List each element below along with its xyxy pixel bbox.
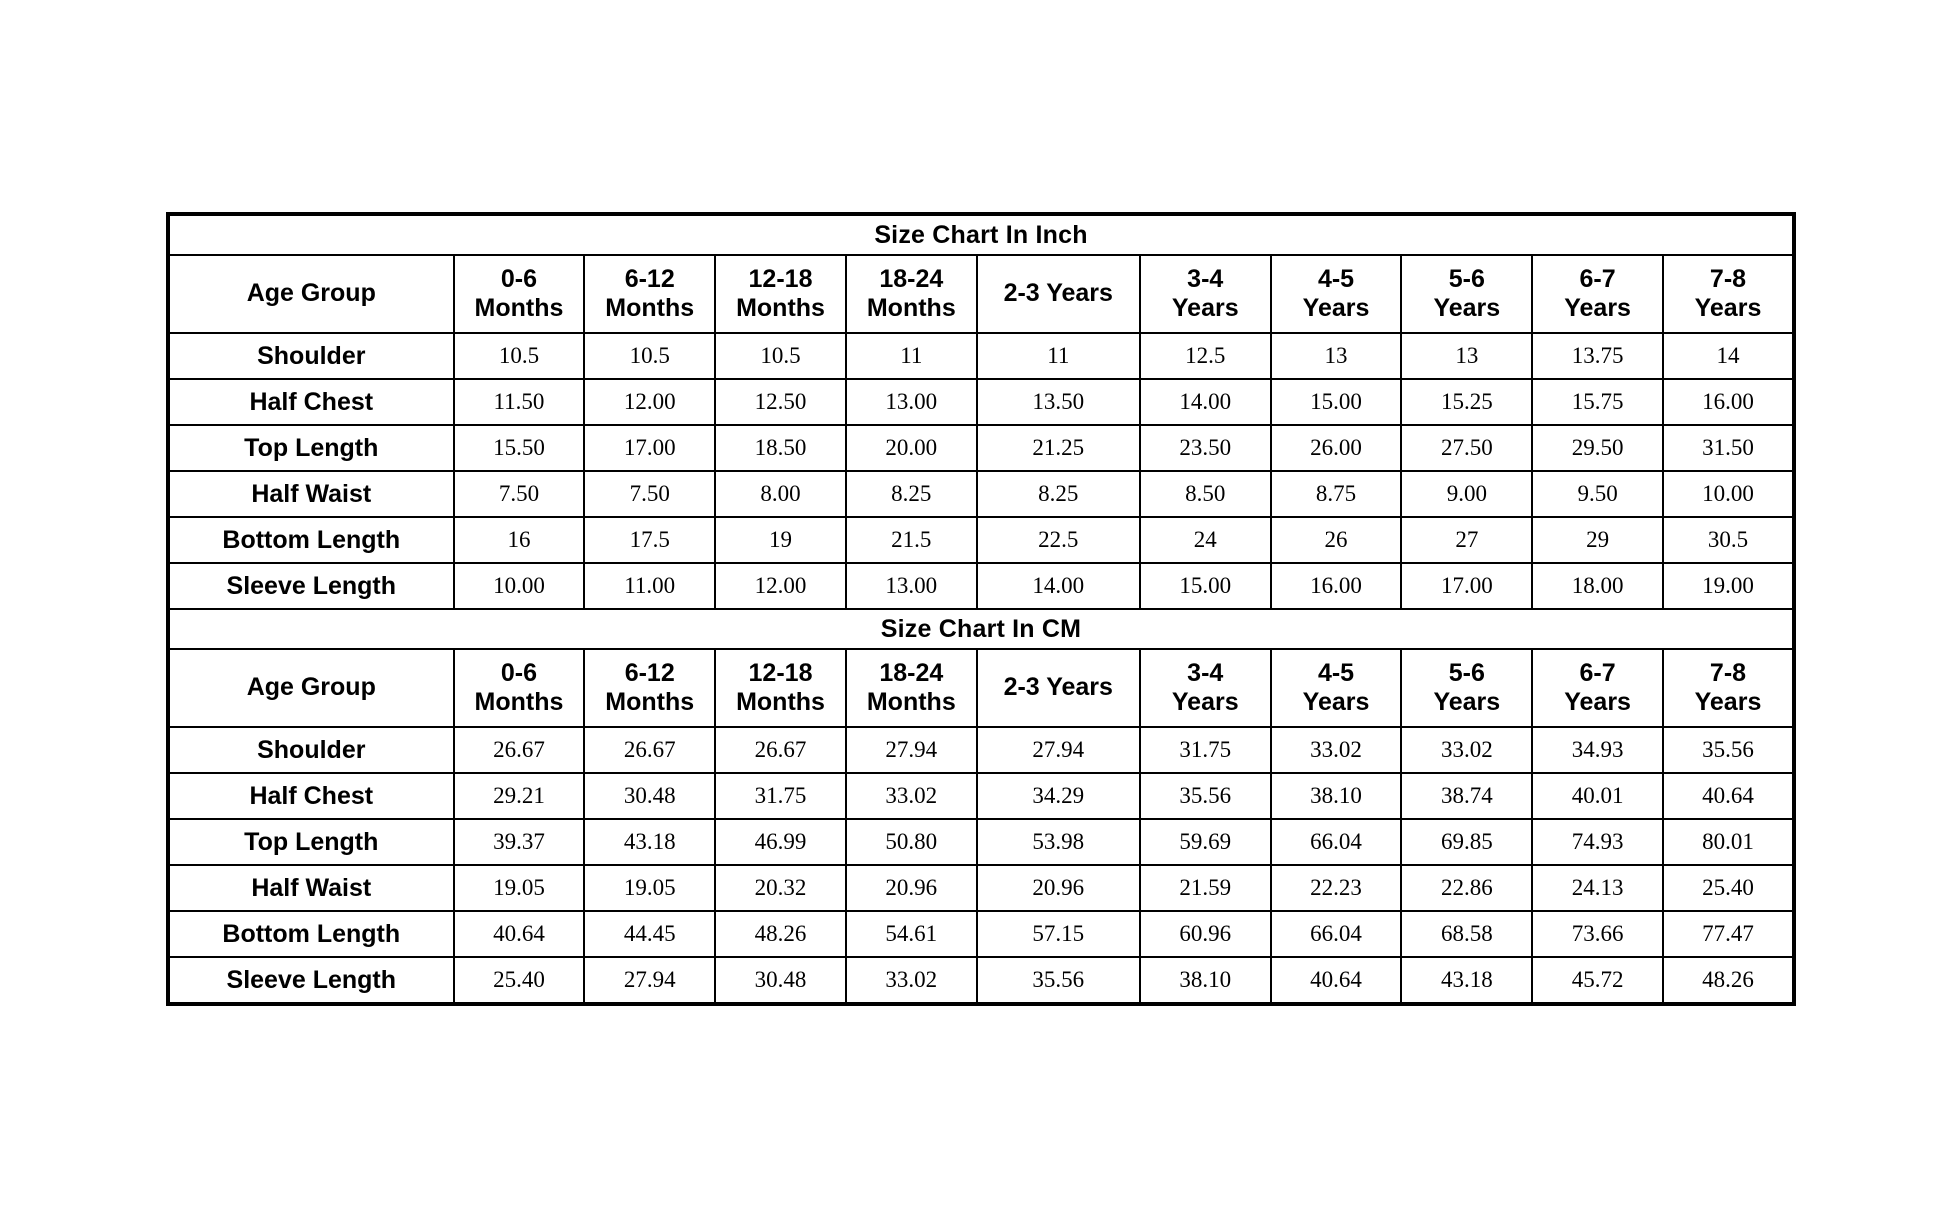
- table-cell-value: 9.00: [1401, 471, 1532, 517]
- column-header-size: [454, 255, 585, 333]
- table-cell-value: 24.13: [1532, 865, 1663, 911]
- table-cell-value: 40.64: [1271, 957, 1402, 1004]
- column-header-line: 6-7: [1579, 264, 1616, 293]
- column-header-line: 3-4: [1187, 264, 1224, 293]
- table-cell-value: 40.64: [1663, 773, 1794, 819]
- row-header-measurement: Half Waist: [168, 865, 454, 911]
- table-cell-value: 26.00: [1271, 425, 1402, 471]
- table-cell-value: 12.50: [715, 379, 846, 425]
- column-header-line: 12-18: [748, 264, 813, 293]
- table-cell-value: 22.23: [1271, 865, 1402, 911]
- table-cell-value: 16.00: [1271, 563, 1402, 609]
- table-cell-value: 27.94: [846, 727, 977, 773]
- table-row: [168, 957, 1794, 1004]
- table-row: [168, 727, 1794, 773]
- table-cell-value: 43.18: [584, 819, 715, 865]
- table-cell-value: 34.29: [977, 773, 1140, 819]
- table-cell-value: 66.04: [1271, 819, 1402, 865]
- table-cell-value: 11.50: [454, 379, 585, 425]
- table-cell-value: 26.67: [715, 727, 846, 773]
- table-cell-value: 20.32: [715, 865, 846, 911]
- column-header-size: [715, 255, 846, 333]
- table-cell-value: 48.26: [715, 911, 846, 957]
- table-cell-value: 77.47: [1663, 911, 1794, 957]
- table-cell-value: 20.00: [846, 425, 977, 471]
- table-cell-value: 10.5: [715, 333, 846, 379]
- column-header-line: Months: [736, 294, 825, 322]
- table-cell-value: 11: [977, 333, 1140, 379]
- table-cell-value: 15.75: [1532, 379, 1663, 425]
- table-cell-value: 69.85: [1401, 819, 1532, 865]
- row-header-measurement: Shoulder: [168, 333, 454, 379]
- column-header-line: Months: [474, 688, 564, 716]
- table-cell-value: 19.00: [1663, 563, 1794, 609]
- table-title-row: [168, 214, 1794, 255]
- column-header-size: [1663, 649, 1794, 727]
- table-row: [168, 425, 1794, 471]
- column-header-line: Months: [866, 294, 956, 322]
- table-cell-value: 40.01: [1532, 773, 1663, 819]
- size-chart-container: [166, 212, 1796, 1006]
- table-cell-value: 53.98: [977, 819, 1140, 865]
- table-cell-value: 11: [846, 333, 977, 379]
- row-header-measurement: Half Chest: [168, 773, 454, 819]
- column-header-line: Months: [605, 294, 695, 322]
- row-header-measurement: Top Length: [168, 819, 454, 865]
- table-cell-value: 11.00: [584, 563, 715, 609]
- column-header-line: Years: [1564, 688, 1631, 716]
- table-cell-value: 30.48: [715, 957, 846, 1004]
- table-cell-value: 24: [1140, 517, 1271, 563]
- table-cell-value: 13.00: [846, 563, 977, 609]
- column-header-line: Years: [1694, 294, 1762, 322]
- table-cell-value: 34.93: [1532, 727, 1663, 773]
- table-row: [168, 471, 1794, 517]
- column-header-line: Years: [1302, 688, 1370, 716]
- table-cell-value: 19.05: [584, 865, 715, 911]
- table-cell-value: 33.02: [846, 957, 977, 1004]
- column-header-size: [1401, 255, 1532, 333]
- column-header-size: [1271, 649, 1402, 727]
- table-cell-value: 35.56: [977, 957, 1140, 1004]
- column-header-line: 0-6: [500, 264, 538, 293]
- table-row: [168, 563, 1794, 609]
- row-header-measurement: Half Chest: [168, 379, 454, 425]
- column-header-size: [454, 649, 585, 727]
- column-header-line: 6-12: [624, 658, 675, 687]
- table-cell-value: 13.75: [1532, 333, 1663, 379]
- column-header-size: [977, 649, 1140, 727]
- table-cell-value: 38.10: [1140, 957, 1271, 1004]
- table-cell-value: 13.00: [846, 379, 977, 425]
- row-header-measurement: Bottom Length: [168, 911, 454, 957]
- table-cell-value: 29.21: [454, 773, 585, 819]
- column-header-line: 12-18: [748, 658, 813, 687]
- table-cell-value: 26: [1271, 517, 1402, 563]
- column-header-size: [977, 255, 1140, 333]
- table-cell-value: 68.58: [1401, 911, 1532, 957]
- table-cell-value: 57.15: [977, 911, 1140, 957]
- column-header-line: Months: [866, 688, 956, 716]
- column-header-line: 6-12: [624, 264, 675, 293]
- column-header-line: Years: [1564, 294, 1631, 322]
- column-header-line: 6-7: [1579, 658, 1616, 687]
- table-cell-value: 9.50: [1532, 471, 1663, 517]
- table-cell-value: 8.75: [1271, 471, 1402, 517]
- table-cell-value: 8.00: [715, 471, 846, 517]
- table-cell-value: 29.50: [1532, 425, 1663, 471]
- column-header-line: 0-6: [500, 658, 538, 687]
- size-chart-table: [166, 212, 1796, 1006]
- table-cell-value: 31.75: [1140, 727, 1271, 773]
- table-cell-value: 25.40: [454, 957, 585, 1004]
- column-header-line: Years: [1433, 294, 1501, 322]
- table-cell-value: 20.96: [846, 865, 977, 911]
- table-row: [168, 819, 1794, 865]
- table-cell-value: 27: [1401, 517, 1532, 563]
- column-header-line: Years: [1694, 688, 1762, 716]
- table-row: [168, 333, 1794, 379]
- table-cell-value: 14.00: [977, 563, 1140, 609]
- row-header-measurement: Shoulder: [168, 727, 454, 773]
- table-header-row: [168, 255, 1794, 333]
- column-header-line: 18-24: [879, 264, 944, 293]
- table-title: Size Chart In CM: [168, 609, 1794, 649]
- column-header-size: [846, 649, 977, 727]
- table-cell-value: 15.25: [1401, 379, 1532, 425]
- table-cell-value: 12.00: [584, 379, 715, 425]
- column-header-size: [1401, 649, 1532, 727]
- table-cell-value: 35.56: [1140, 773, 1271, 819]
- table-cell-value: 10.00: [454, 563, 585, 609]
- table-cell-value: 60.96: [1140, 911, 1271, 957]
- table-cell-value: 29: [1532, 517, 1663, 563]
- table-cell-value: 27.94: [584, 957, 715, 1004]
- table-cell-value: 15.00: [1140, 563, 1271, 609]
- column-header-line: 5-6: [1448, 264, 1485, 293]
- table-row: [168, 911, 1794, 957]
- table-cell-value: 13: [1401, 333, 1532, 379]
- table-cell-value: 25.40: [1663, 865, 1794, 911]
- table-cell-value: 27.94: [977, 727, 1140, 773]
- table-cell-value: 19.05: [454, 865, 585, 911]
- table-cell-value: 12.5: [1140, 333, 1271, 379]
- table-cell-value: 15.00: [1271, 379, 1402, 425]
- column-header-size: [584, 255, 715, 333]
- table-cell-value: 14.00: [1140, 379, 1271, 425]
- column-header-age-group: Age Group: [168, 649, 454, 727]
- table-cell-value: 66.04: [1271, 911, 1402, 957]
- column-header-size: [1140, 649, 1271, 727]
- column-header-line: Months: [736, 688, 825, 716]
- table-row: [168, 773, 1794, 819]
- column-header-line: 7-8: [1709, 264, 1747, 293]
- table-cell-value: 8.25: [977, 471, 1140, 517]
- column-header-line: 18-24: [879, 658, 944, 687]
- table-cell-value: 10.5: [454, 333, 585, 379]
- table-cell-value: 13.50: [977, 379, 1140, 425]
- table-cell-value: 26.67: [584, 727, 715, 773]
- table-cell-value: 19: [715, 517, 846, 563]
- column-header-line: 3-4: [1187, 658, 1224, 687]
- table-cell-value: 10.5: [584, 333, 715, 379]
- table-cell-value: 27.50: [1401, 425, 1532, 471]
- table-cell-value: 45.72: [1532, 957, 1663, 1004]
- table-cell-value: 8.50: [1140, 471, 1271, 517]
- table-cell-value: 59.69: [1140, 819, 1271, 865]
- column-header-age-group: Age Group: [168, 255, 454, 333]
- row-header-measurement: Sleeve Length: [168, 563, 454, 609]
- column-header-size: [1271, 255, 1402, 333]
- table-cell-value: 12.00: [715, 563, 846, 609]
- table-cell-value: 40.64: [454, 911, 585, 957]
- table-row: [168, 517, 1794, 563]
- table-cell-value: 73.66: [1532, 911, 1663, 957]
- table-cell-value: 20.96: [977, 865, 1140, 911]
- column-header-line: Years: [1433, 688, 1501, 716]
- table-cell-value: 31.75: [715, 773, 846, 819]
- table-cell-value: 13: [1271, 333, 1402, 379]
- column-header-line: Years: [1302, 294, 1370, 322]
- table-cell-value: 15.50: [454, 425, 585, 471]
- table-cell-value: 17.00: [584, 425, 715, 471]
- row-header-measurement: Half Waist: [168, 471, 454, 517]
- column-header-line: Months: [474, 294, 564, 322]
- table-cell-value: 21.59: [1140, 865, 1271, 911]
- table-title-row: [168, 609, 1794, 649]
- table-cell-value: 44.45: [584, 911, 715, 957]
- row-header-measurement: Sleeve Length: [168, 957, 454, 1004]
- table-cell-value: 35.56: [1663, 727, 1794, 773]
- table-cell-value: 50.80: [846, 819, 977, 865]
- table-cell-value: 8.25: [846, 471, 977, 517]
- column-header-line: Months: [605, 688, 695, 716]
- table-cell-value: 18.00: [1532, 563, 1663, 609]
- table-cell-value: 54.61: [846, 911, 977, 957]
- column-header-size: [1532, 255, 1663, 333]
- table-cell-value: 21.5: [846, 517, 977, 563]
- table-cell-value: 38.74: [1401, 773, 1532, 819]
- column-header-line: 4-5: [1317, 264, 1355, 293]
- table-cell-value: 7.50: [584, 471, 715, 517]
- table-cell-value: 26.67: [454, 727, 585, 773]
- table-cell-value: 33.02: [1271, 727, 1402, 773]
- table-row: [168, 379, 1794, 425]
- row-header-measurement: Bottom Length: [168, 517, 454, 563]
- table-cell-value: 39.37: [454, 819, 585, 865]
- table-cell-value: 48.26: [1663, 957, 1794, 1004]
- table-cell-value: 30.5: [1663, 517, 1794, 563]
- column-header-line: 2-3 Years: [1003, 673, 1113, 702]
- table-header-row: [168, 649, 1794, 727]
- column-header-size: [1140, 255, 1271, 333]
- table-title: Size Chart In Inch: [168, 214, 1794, 255]
- column-header-size: [584, 649, 715, 727]
- column-header-line: 4-5: [1317, 658, 1355, 687]
- table-cell-value: 17.5: [584, 517, 715, 563]
- table-cell-value: 16.00: [1663, 379, 1794, 425]
- table-cell-value: 10.00: [1663, 471, 1794, 517]
- table-cell-value: 33.02: [1401, 727, 1532, 773]
- table-cell-value: 30.48: [584, 773, 715, 819]
- table-cell-value: 46.99: [715, 819, 846, 865]
- column-header-line: Years: [1171, 688, 1239, 716]
- table-cell-value: 16: [454, 517, 585, 563]
- table-cell-value: 38.10: [1271, 773, 1402, 819]
- column-header-line: 5-6: [1448, 658, 1485, 687]
- table-cell-value: 43.18: [1401, 957, 1532, 1004]
- column-header-size: [846, 255, 977, 333]
- table-cell-value: 33.02: [846, 773, 977, 819]
- column-header-size: [1663, 255, 1794, 333]
- table-cell-value: 23.50: [1140, 425, 1271, 471]
- table-cell-value: 31.50: [1663, 425, 1794, 471]
- column-header-size: [715, 649, 846, 727]
- table-cell-value: 14: [1663, 333, 1794, 379]
- table-cell-value: 17.00: [1401, 563, 1532, 609]
- column-header-line: Years: [1171, 294, 1239, 322]
- column-header-line: 2-3 Years: [1003, 279, 1113, 308]
- table-row: [168, 865, 1794, 911]
- column-header-line: 7-8: [1709, 658, 1747, 687]
- table-cell-value: 22.5: [977, 517, 1140, 563]
- table-cell-value: 21.25: [977, 425, 1140, 471]
- table-cell-value: 80.01: [1663, 819, 1794, 865]
- table-cell-value: 74.93: [1532, 819, 1663, 865]
- table-cell-value: 22.86: [1401, 865, 1532, 911]
- row-header-measurement: Top Length: [168, 425, 454, 471]
- table-cell-value: 7.50: [454, 471, 585, 517]
- table-cell-value: 18.50: [715, 425, 846, 471]
- column-header-size: [1532, 649, 1663, 727]
